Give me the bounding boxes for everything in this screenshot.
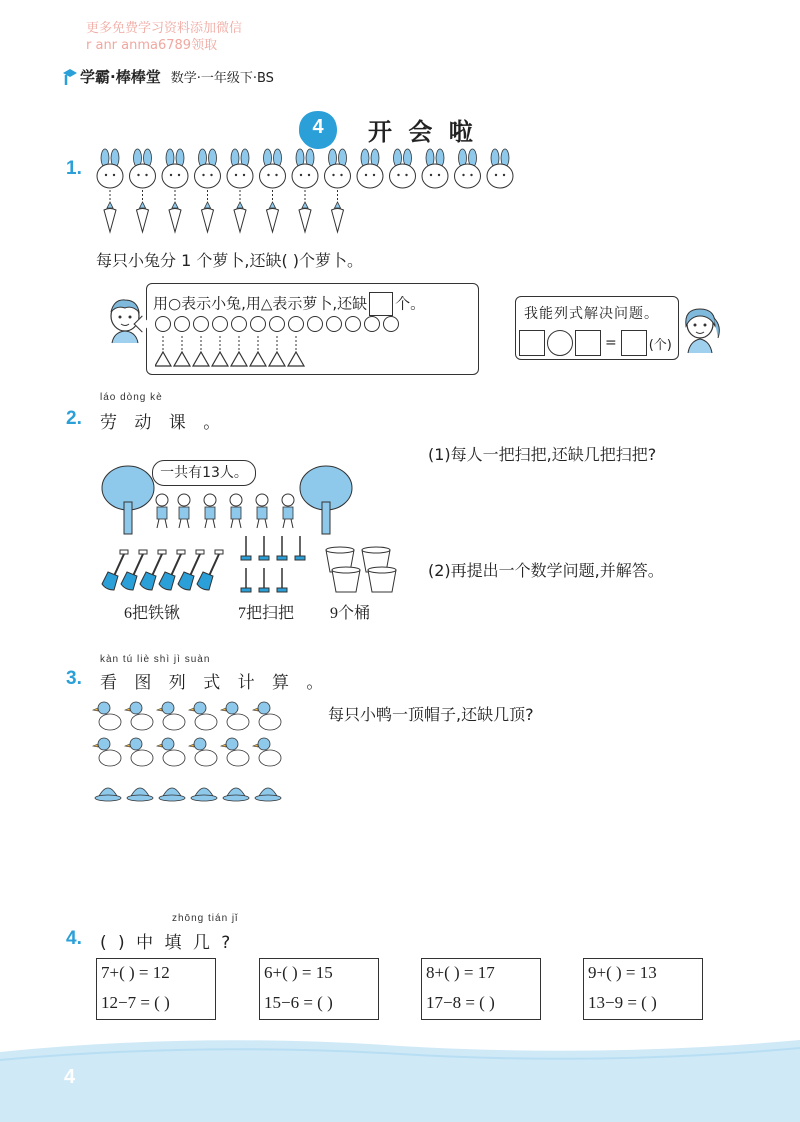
- child-figure: [282, 494, 294, 528]
- child-figure: [156, 494, 168, 528]
- equation-line[interactable]: 9+( ) = 13: [588, 963, 657, 982]
- equation-box: [96, 958, 216, 1020]
- shovel-label: 6把铁锹: [124, 605, 181, 622]
- shovel-icon: [197, 550, 223, 590]
- q2-sub2: (2)再提出一个数学问题,并解答。: [428, 561, 664, 580]
- header: [62, 66, 274, 87]
- footer-wave: [0, 1024, 800, 1122]
- broom-icon: [259, 568, 269, 592]
- eq-operator-circle[interactable]: [547, 330, 573, 356]
- rabbits-carrots-illustration: [92, 148, 532, 238]
- triangle-symbol: [174, 352, 190, 366]
- bucket-label: 9个桶: [330, 605, 371, 622]
- broom-icon: [277, 568, 287, 592]
- duck-icon: [221, 702, 249, 730]
- equation-line[interactable]: 17−8 = ( ): [426, 993, 495, 1012]
- equation-line[interactable]: 8+( ) = 17: [426, 963, 495, 982]
- rabbit-icon: [455, 149, 481, 188]
- eq-box-2[interactable]: [575, 330, 601, 356]
- triangle-symbol: [288, 352, 304, 366]
- broom-label: 7把扫把: [238, 605, 295, 622]
- equation-line[interactable]: 7+( ) = 12: [101, 963, 170, 982]
- q2-speech-bubble: 一共有13人。: [152, 460, 256, 486]
- subject-label: 数学·一年级下·BS: [170, 71, 274, 86]
- hat-icon: [127, 788, 153, 801]
- circle-symbol: [231, 316, 247, 332]
- triangle-symbol: [250, 352, 266, 366]
- child-figure: [230, 494, 242, 528]
- eq-box-result[interactable]: [621, 330, 647, 356]
- circle-symbol: [288, 316, 304, 332]
- duck-icon: [125, 702, 153, 730]
- rabbit-icon: [422, 149, 448, 188]
- hat-icon: [95, 788, 121, 801]
- lesson-number-badge: [298, 110, 338, 150]
- eq-equals: =: [605, 335, 617, 351]
- carrot-icon: [234, 202, 246, 232]
- rabbit-icon: [97, 149, 123, 188]
- duck-icon: [157, 738, 185, 766]
- q1-speech-bubble: [146, 283, 479, 375]
- rabbit-icon: [260, 149, 286, 188]
- equation-line[interactable]: 12−7 = ( ): [101, 993, 170, 1012]
- q3-question: 每只小鸭一顶帽子,还缺几顶?: [328, 705, 534, 724]
- carrot-icon: [299, 202, 311, 232]
- equation-line[interactable]: 6+( ) = 15: [264, 963, 333, 982]
- circle-symbol: [345, 316, 361, 332]
- page-number: 4: [64, 1066, 76, 1088]
- carrot-icon: [267, 202, 279, 232]
- girl-prompt-text: 我能列式解决问题。: [524, 306, 659, 322]
- bucket-icon: [332, 567, 360, 592]
- lesson-title: 开 会 啦: [368, 118, 477, 146]
- carrot-icon: [104, 202, 116, 232]
- rabbit-icon: [130, 149, 156, 188]
- duck-icon: [253, 702, 281, 730]
- q2-title: 劳 动 课 。: [100, 413, 227, 433]
- q2-pinyin: láo dòng kè: [100, 392, 163, 403]
- bubble-unit: 个。: [395, 294, 426, 313]
- hat-icon: [223, 788, 249, 801]
- broom-icon: [277, 536, 287, 560]
- q3-title: 看 图 列 式 计 算 。: [100, 673, 330, 693]
- triangle-symbol: [212, 352, 228, 366]
- lesson-number: 4: [312, 116, 324, 138]
- watermark-line-1: 更多免费学习资料添加微信: [86, 21, 243, 36]
- child-figure: [204, 494, 216, 528]
- duck-icon: [189, 738, 217, 766]
- equation-box: [259, 958, 379, 1020]
- duck-icon: [157, 702, 185, 730]
- broom-icon: [241, 568, 251, 592]
- triangle-row: [155, 336, 485, 370]
- cap-icon: [62, 68, 78, 86]
- girl-avatar: [680, 304, 724, 354]
- q4-pinyin: zhōng tián jǐ: [172, 913, 239, 924]
- duck-icon: [93, 702, 121, 730]
- q1-number: 1.: [66, 158, 82, 179]
- circle-symbol: [307, 316, 323, 332]
- girl-equation: [519, 330, 672, 356]
- q2-sub1: (1)每人一把扫把,还缺几把扫把?: [428, 445, 657, 464]
- circle-row: [155, 316, 399, 332]
- circle-symbol: [269, 316, 285, 332]
- answer-box-missing[interactable]: [369, 292, 393, 316]
- rabbit-icon: [325, 149, 351, 188]
- girl-prompt-box: [515, 296, 679, 360]
- q3-pinyin: kàn tú liè shì jì suàn: [100, 654, 211, 665]
- carrot-icon: [332, 202, 344, 232]
- q3-number: 3.: [66, 668, 82, 689]
- broom-icon: [295, 536, 305, 560]
- bubble-instruction: 用○表示小兔,用△表示萝卜,还缺: [153, 294, 368, 313]
- rabbit-icon: [357, 149, 383, 188]
- triangle-symbol: [231, 352, 247, 366]
- equation-box: [421, 958, 541, 1020]
- duck-icon: [125, 738, 153, 766]
- bucket-icon: [368, 567, 396, 592]
- watermark-line-2: r anr anma6789领取: [86, 38, 218, 53]
- eq-unit: (个): [648, 337, 672, 353]
- q4-number: 4.: [66, 928, 82, 949]
- circle-symbol: [326, 316, 342, 332]
- duck-icon: [253, 738, 281, 766]
- brand-name: 学霸·棒棒堂: [80, 68, 161, 86]
- broom-icon: [259, 536, 269, 560]
- eq-box-1[interactable]: [519, 330, 545, 356]
- hat-icon: [255, 788, 281, 801]
- duck-icon: [93, 738, 121, 766]
- rabbit-icon: [162, 149, 188, 188]
- rabbit-icon: [227, 149, 253, 188]
- triangle-symbol: [155, 352, 171, 366]
- circle-symbol: [212, 316, 228, 332]
- equation-box: [583, 958, 703, 1020]
- rabbit-icon: [390, 149, 416, 188]
- circle-symbol: [250, 316, 266, 332]
- child-figure: [256, 494, 268, 528]
- carrot-icon: [169, 202, 181, 232]
- carrot-icon: [202, 202, 214, 232]
- circle-symbol: [383, 316, 399, 332]
- q2-number: 2.: [66, 408, 82, 429]
- q1-statement: 每只小兔分 1 个萝卜,还缺( )个萝卜。: [96, 251, 364, 270]
- duck-icon: [221, 738, 249, 766]
- circle-symbol: [155, 316, 171, 332]
- hat-icon: [191, 788, 217, 801]
- triangle-symbol: [193, 352, 209, 366]
- triangle-symbol: [269, 352, 285, 366]
- rabbit-icon: [292, 149, 318, 188]
- child-figure: [178, 494, 190, 528]
- circle-symbol: [364, 316, 380, 332]
- equation-line[interactable]: 13−9 = ( ): [588, 993, 657, 1012]
- circle-symbol: [193, 316, 209, 332]
- equation-line[interactable]: 15−6 = ( ): [264, 993, 333, 1012]
- duck-icon: [189, 702, 217, 730]
- q4-title: ( ) 中 填 几 ?: [100, 933, 234, 953]
- circle-symbol: [174, 316, 190, 332]
- broom-icon: [241, 536, 251, 560]
- carrot-icon: [137, 202, 149, 232]
- rabbit-icon: [195, 149, 221, 188]
- hat-icon: [159, 788, 185, 801]
- rabbit-icon: [487, 149, 513, 188]
- ducks-hats-illustration: [92, 698, 302, 808]
